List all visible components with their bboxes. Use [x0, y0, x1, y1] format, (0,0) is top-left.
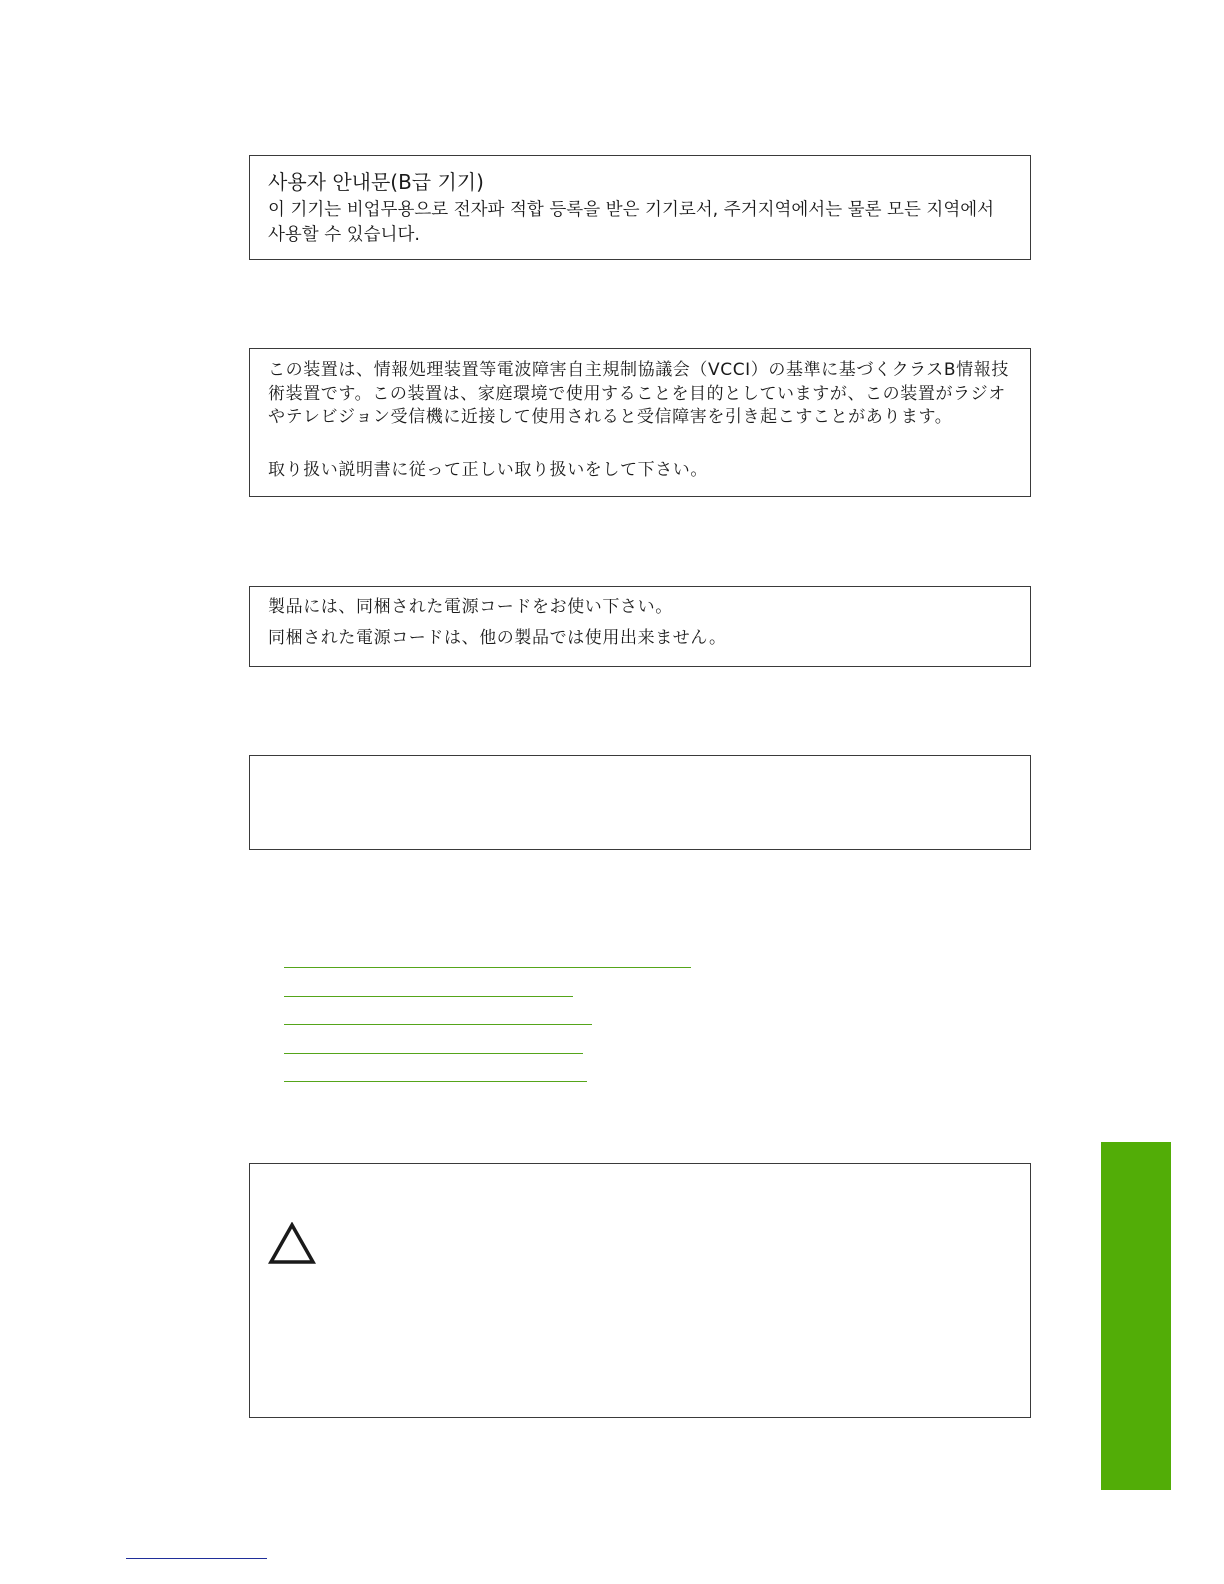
vcci-notice-paragraph: この装置は、情報処理装置等電波障害自主規制協議会（VCCI）の基準に基づくクラスB情報技術装置です。この装置は、家庭環境で使用することを目的としていますが、この装置がラジオやテレビジョン受信機に近接して使用されると受信障害を引き起こすことがあります。: [268, 360, 1009, 427]
warning-triangle-icon: [268, 1222, 316, 1266]
footer-link-underline[interactable]: [126, 1558, 267, 1559]
link-underline[interactable]: [284, 1081, 587, 1082]
chapter-side-tab: [1101, 1142, 1171, 1490]
link-underline[interactable]: [284, 996, 573, 997]
korean-user-notice-box: [249, 155, 1031, 260]
empty-notice-box: [249, 755, 1031, 850]
vcci-notice-box: [249, 348, 1031, 497]
link-underline[interactable]: [284, 967, 691, 968]
power-cord-notice-box: [249, 586, 1031, 667]
korean-notice-title: 사용자 안내문(B급 기기): [268, 170, 484, 194]
power-cord-notice-line: 同梱された電源コードは、他の製品では使用出来ません。: [268, 628, 727, 648]
link-underline[interactable]: [284, 1053, 583, 1054]
vcci-handling-instruction: 取り扱い説明書に従って正しい取り扱いをして下さい。: [268, 460, 708, 480]
power-cord-notice-line: 製品には、同梱された電源コードをお使い下さい。: [268, 597, 673, 617]
korean-notice-body: 이 기기는 비업무용으로 전자파 적합 등록을 받은 기기로서, 주거지역에서는 물론 모든 지역에서 사용할 수 있습니다.: [268, 200, 995, 245]
warning-notice-box: [249, 1163, 1031, 1418]
link-underline[interactable]: [284, 1024, 592, 1025]
